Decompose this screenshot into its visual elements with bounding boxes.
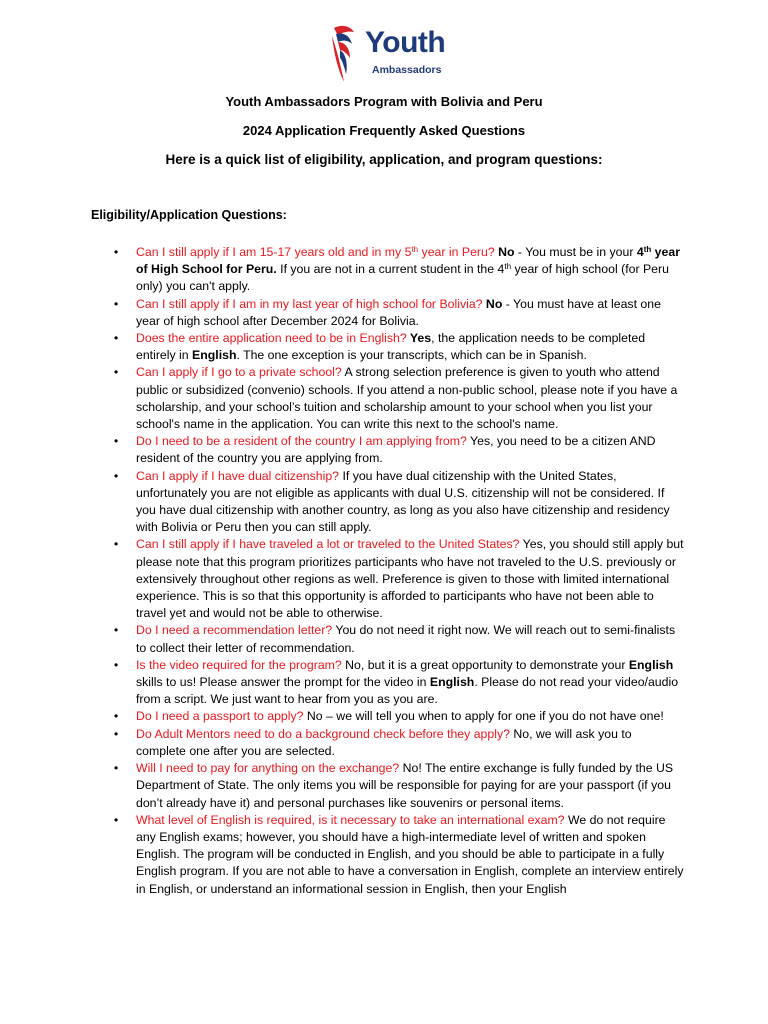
faq-answer: No, we will ask you to complete one after you are selected.	[136, 726, 632, 758]
faq-answer-bold: 4th year of High School for Peru.	[136, 245, 680, 277]
faq-question: Can I apply if I have dual citizenship?	[136, 468, 340, 483]
faq-answer: You do not need it right now. We will reach out to semi-finalists to collect their letter of recommendation.	[136, 623, 676, 655]
faq-item	[114, 433, 684, 467]
faq-answer-bold: English	[628, 657, 674, 672]
bullet-icon: •	[114, 812, 119, 827]
faq-item	[114, 760, 684, 812]
faq-question: Do I need to be a resident of the country I am applying from?	[136, 434, 467, 449]
faq-answer: . The one exception is your transcripts, which can be in Spanish.	[236, 348, 587, 363]
faq-answer-bold: Yes	[406, 331, 432, 346]
bullet-icon: •	[114, 761, 119, 776]
flag-swoosh-icon	[328, 22, 368, 86]
bullet-icon: •	[114, 537, 119, 552]
faq-item	[114, 708, 684, 725]
bullet-icon: •	[114, 245, 119, 259]
faq-answer: skills to us! Please answer the prompt for the video in	[136, 675, 430, 690]
faq-answer-bold: No	[482, 296, 503, 311]
faq-question: Is the video required for the program?	[136, 657, 342, 672]
logo-wordmark: Youth	[365, 26, 446, 59]
faq-question: Can I still apply if I am in my last year of high school for Bolivia?	[136, 296, 483, 311]
faq-answer: Yes, you need to be a citizen AND resident of the country you are applying from.	[136, 434, 656, 466]
faq-answer: If you have dual citizenship with the United States, unfortunately you are not eligible as applicants with dual U.S. citizenship will not be considered. If you have dual citizenship with another country, as long as you also have citizenship and residency with Bolivia or Peru then you can still apply.	[136, 468, 670, 535]
faq-question: Can I apply if I go to a private school?	[136, 365, 342, 380]
faq-item	[114, 726, 684, 760]
bullet-icon: •	[114, 657, 119, 672]
bullet-icon: •	[114, 434, 119, 449]
faq-question: Do Adult Mentors need to do a background check before they apply?	[136, 726, 510, 741]
bullet-icon: •	[114, 296, 119, 311]
faq-question: Can I still apply if I am 15-17 years old and in my 5th year in Peru?	[136, 245, 495, 259]
faq-item	[114, 812, 684, 898]
faq-answer-bold: No	[494, 245, 515, 259]
faq-list	[114, 244, 684, 898]
faq-item	[114, 364, 684, 433]
faq-question: Can I still apply if I have traveled a lot or traveled to the United States?	[136, 537, 520, 552]
bullet-icon: •	[114, 623, 119, 638]
bullet-icon: •	[114, 331, 119, 346]
logo-subtitle: Ambassadors	[372, 64, 442, 76]
faq-item	[114, 296, 684, 330]
bullet-icon: •	[114, 365, 119, 380]
faq-answer-bold: English	[429, 675, 475, 690]
faq-title: 2024 Application Frequently Asked Questions	[242, 123, 526, 138]
faq-answer-bold: English	[192, 348, 237, 363]
faq-item	[114, 657, 684, 709]
faq-question: Do I need a passport to apply?	[136, 709, 304, 724]
section-heading: Eligibility/Application Questions:	[91, 208, 287, 222]
bullet-icon: •	[114, 726, 119, 741]
youth-ambassadors-logo	[328, 22, 458, 86]
faq-answer: We do not require any English exams; however, you should have a high-intermediate level of written and spoken English. The program will be conducted in English, and you should be able to participate in a fully English program. If you are not able to have a conversation in English, complete an interview entirely in English, or understand an informational session in English, then your English	[136, 812, 684, 896]
faq-item	[114, 536, 684, 622]
faq-answer: - You must have at least one year of high school after December 2024 for Bolivia.	[136, 296, 661, 328]
faq-answer: A strong selection preference is given to youth who attend public or subsidized (convenio) schools. If you attend a non-public school, please note if you have a scholarship, and your school’s tuition and scholarship amount to your school when you list your school's name in the application. You can write this next to the school's name.	[136, 365, 678, 432]
bullet-icon: •	[114, 468, 119, 483]
faq-item	[114, 468, 684, 537]
faq-question: Do I need a recommendation letter?	[136, 623, 333, 638]
faq-question: What level of English is required, is it necessary to take an international exam?	[136, 812, 565, 827]
faq-answer: If you are not in a current student in the 4th year of high school (for Peru only) you can't apply.	[136, 262, 669, 294]
faq-answer: , the application needs to be completed entirely in	[136, 331, 646, 363]
faq-answer: - You must be in your	[514, 245, 637, 259]
faq-item	[114, 244, 684, 296]
faq-question: Does the entire application need to be in English?	[136, 331, 407, 346]
program-title: Youth Ambassadors Program with Bolivia and Peru	[225, 94, 543, 109]
faq-answer: No – we will tell you when to apply for one if you do not have one!	[303, 709, 664, 724]
bullet-icon: •	[114, 709, 119, 724]
faq-answer: No! The entire exchange is fully funded by the US Department of State. The only items you will be responsible for paying for are your passport (if you don’t already have it) and personal purchases like souvenirs or personal items.	[136, 761, 674, 810]
faq-item	[114, 622, 684, 656]
intro-line: Here is a quick list of eligibility, application, and program questions:	[165, 152, 603, 167]
faq-item	[114, 330, 684, 364]
faq-question: Will I need to pay for anything on the exchange?	[136, 761, 400, 776]
faq-answer: Yes, you should still apply but please note that this program prioritizes participants who have not traveled to the U.S. previously or extensively throughout other regions as well. Preference is given to those with limited international experience. This is so that this opportunity is afforded to participants who have not been able to travel yet and would not be able to otherwise.	[136, 537, 684, 621]
faq-answer: No, but it is a great opportunity to demonstrate your	[341, 657, 629, 672]
faq-answer: . Please do not read your video/audio from a script. We just want to hear from you as you are.	[136, 675, 679, 707]
